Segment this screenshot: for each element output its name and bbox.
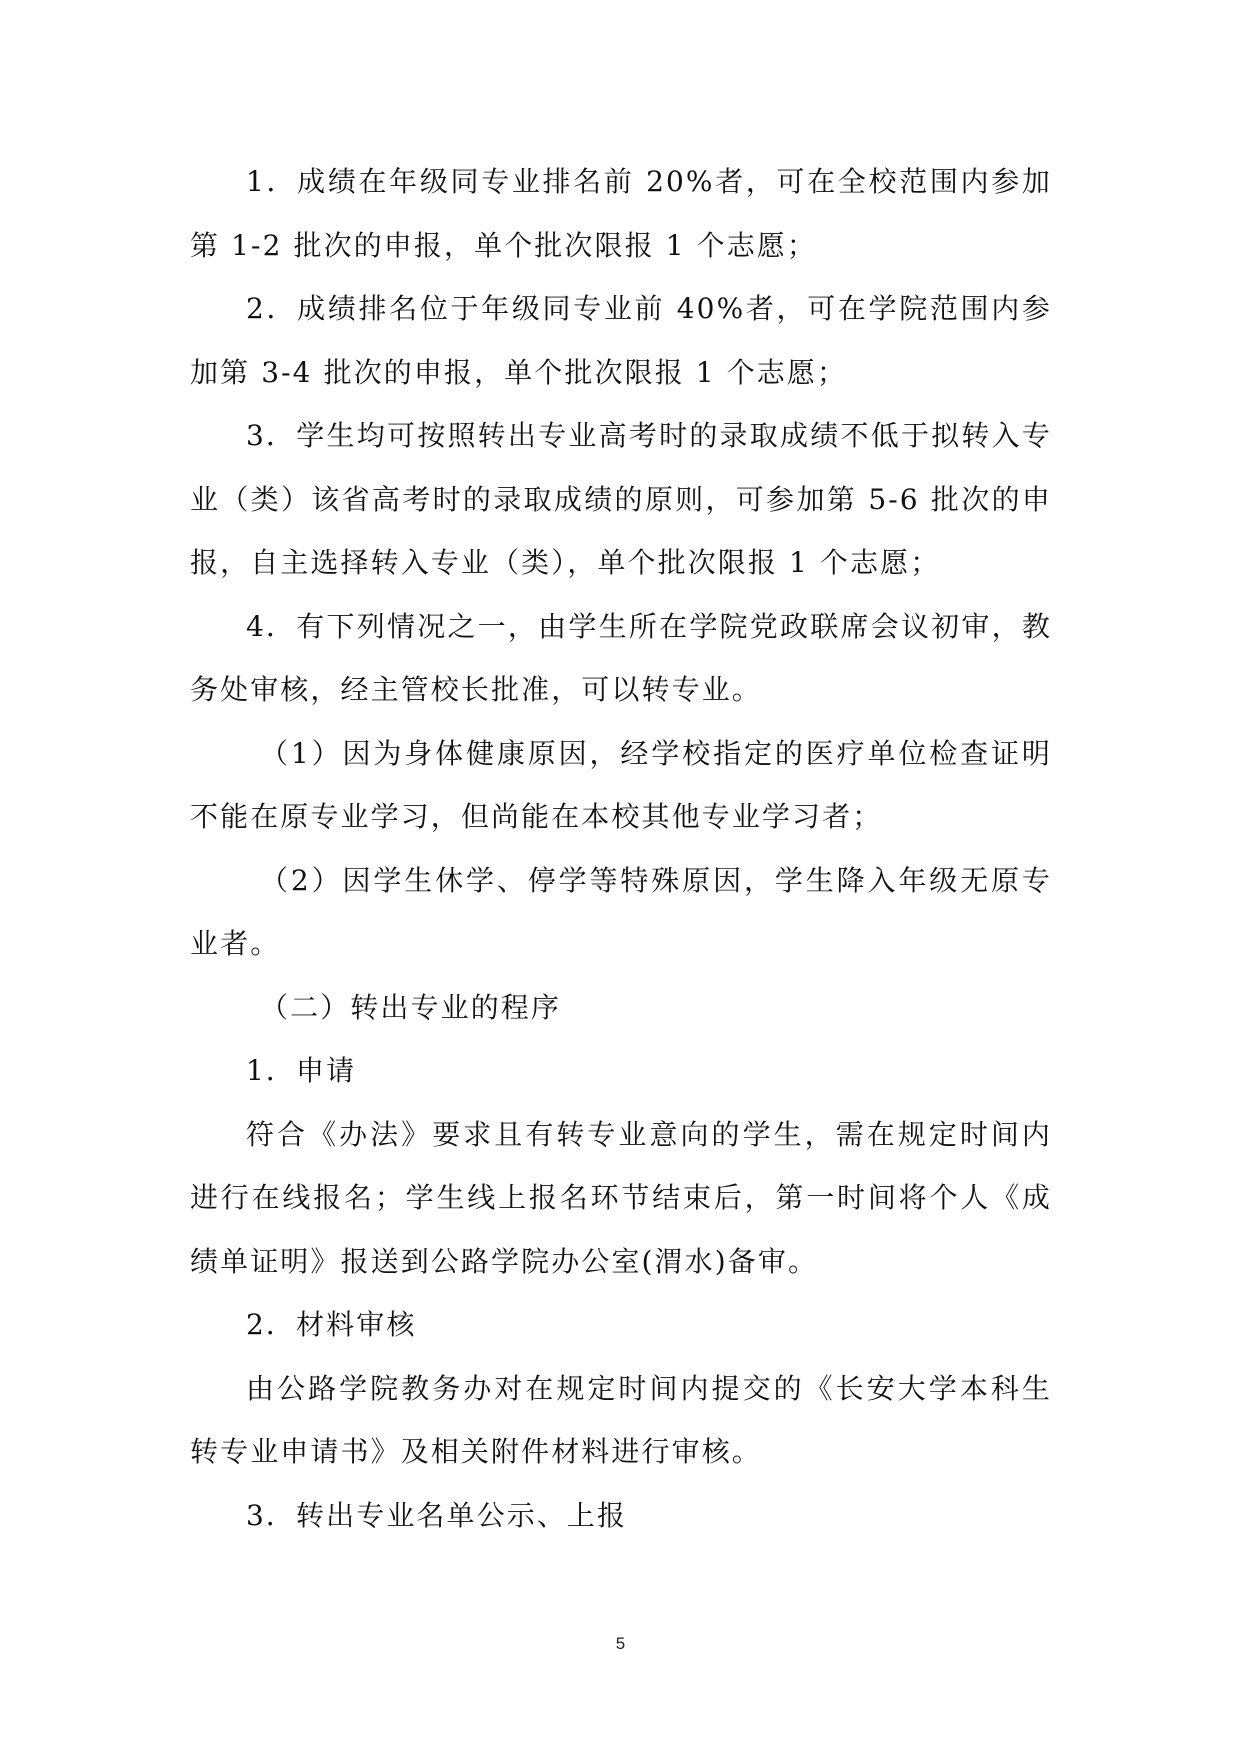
step-heading-publicity: 3．转出专业名单公示、上报 xyxy=(246,1498,628,1532)
paragraph-sub-item-2: （2）因学生休学、停学等特殊原因，学生降入年级无原专业者。 xyxy=(190,863,1052,960)
paragraph-criterion-2: 2．成绩排名位于年级同专业前 40%者，可在学院范围内参加第 3-4 批次的申报，单个批次限报 1 个志愿； xyxy=(190,292,1052,389)
paragraph-criterion-4: 4．有下列情况之一，由学生所在学院党政联席会议初审，教务处审核，经主管校长批准，可以转专业。 xyxy=(190,609,1052,706)
paragraph-criterion-3: 3．学生均可按照转出专业高考时的录取成绩不低于拟转入专业（类）该省高考时的录取成绩的原则，可参加第 5-6 批次的申报，自主选择转入专业（类），单个批次限报 1 个志愿； xyxy=(190,419,1052,579)
section-heading-procedure: （二）转出专业的程序 xyxy=(260,990,562,1024)
paragraph-application: 符合《办法》要求且有转专业意向的学生，需在规定时间内进行在线报名；学生线上报名环节结束后，第一时间将个人《成绩单证明》报送到公路学院办公室(渭水)备审。 xyxy=(190,1117,1052,1278)
paragraph-sub-item-1: （1）因为身体健康原因，经学校指定的医疗单位检查证明不能在原专业学习，但尚能在本校其他专业学习者； xyxy=(190,736,1052,833)
step-heading-application: 1．申请 xyxy=(246,1054,357,1087)
paragraph-review: 由公路学院教务办对在规定时间内提交的《长安大学本科生转专业申请书》及相关附件材料进行审核。 xyxy=(190,1371,1052,1468)
paragraph-criterion-1: 1．成绩在年级同专业排名前 20%者，可在全校范围内参加第 1-2 批次的申报，单个批次限报 1 个志愿； xyxy=(190,165,1052,262)
page-number: 5 xyxy=(615,1634,626,1653)
document-body xyxy=(190,150,1052,1547)
step-heading-review: 2．材料审核 xyxy=(246,1308,417,1341)
